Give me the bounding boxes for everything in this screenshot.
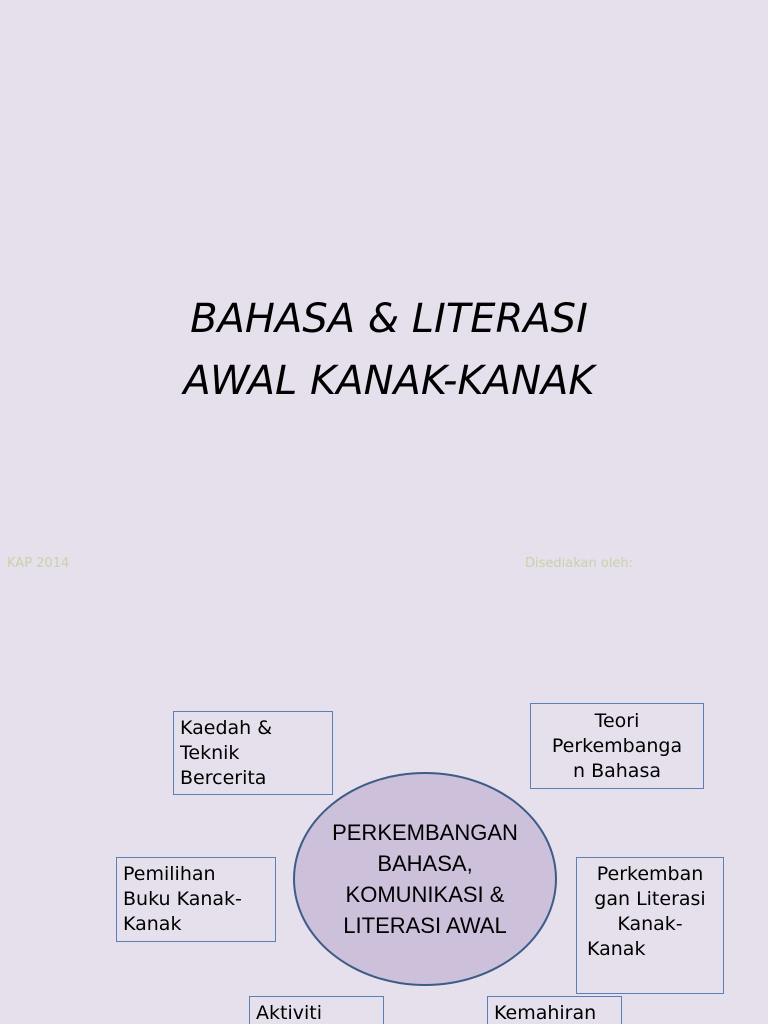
box-line: gan Literasi — [594, 888, 706, 910]
box-line: n Bahasa — [573, 760, 661, 782]
box-line: Bercerita — [180, 767, 267, 789]
title-line-2: AWAL KANAK-KANAK — [183, 358, 595, 404]
box-line: Kaedah & — [180, 717, 273, 739]
box-line: Kanak — [123, 913, 182, 935]
box-pemilihan-buku — [116, 857, 276, 942]
box-line: Kemahiran — [494, 1002, 597, 1024]
box-line: Kanak- — [617, 913, 683, 935]
center-line: KOMUNIKASI & — [345, 882, 505, 907]
box-line: Buku Kanak- — [123, 888, 242, 910]
box-line: Perkembanga — [551, 735, 683, 757]
box-line: Teori — [594, 710, 640, 732]
box-kaedah-teknik-bercerita — [173, 711, 333, 795]
box-kemahiran — [487, 996, 622, 1024]
box-perkembangan-literasi — [576, 857, 724, 994]
title-line-1: BAHASA & LITERASI — [190, 296, 588, 342]
box-line: Pemilihan — [123, 863, 216, 885]
center-ellipse — [293, 772, 557, 986]
center-line: LITERASI AWAL — [343, 913, 507, 938]
box-aktiviti — [249, 996, 384, 1024]
center-line: PERKEMBANGAN — [332, 820, 518, 845]
box-line: Teknik — [180, 742, 240, 764]
footer-prepared-by: Disediakan oleh: — [525, 556, 634, 571]
footer-course-code: KAP 2014 — [7, 556, 70, 571]
center-line: BAHASA, — [377, 851, 473, 876]
box-teori-perkembangan-bahasa — [530, 703, 704, 789]
box-line: Kanak — [587, 938, 646, 960]
box-line: Perkemban — [596, 863, 704, 885]
box-line: Aktiviti — [256, 1002, 322, 1024]
